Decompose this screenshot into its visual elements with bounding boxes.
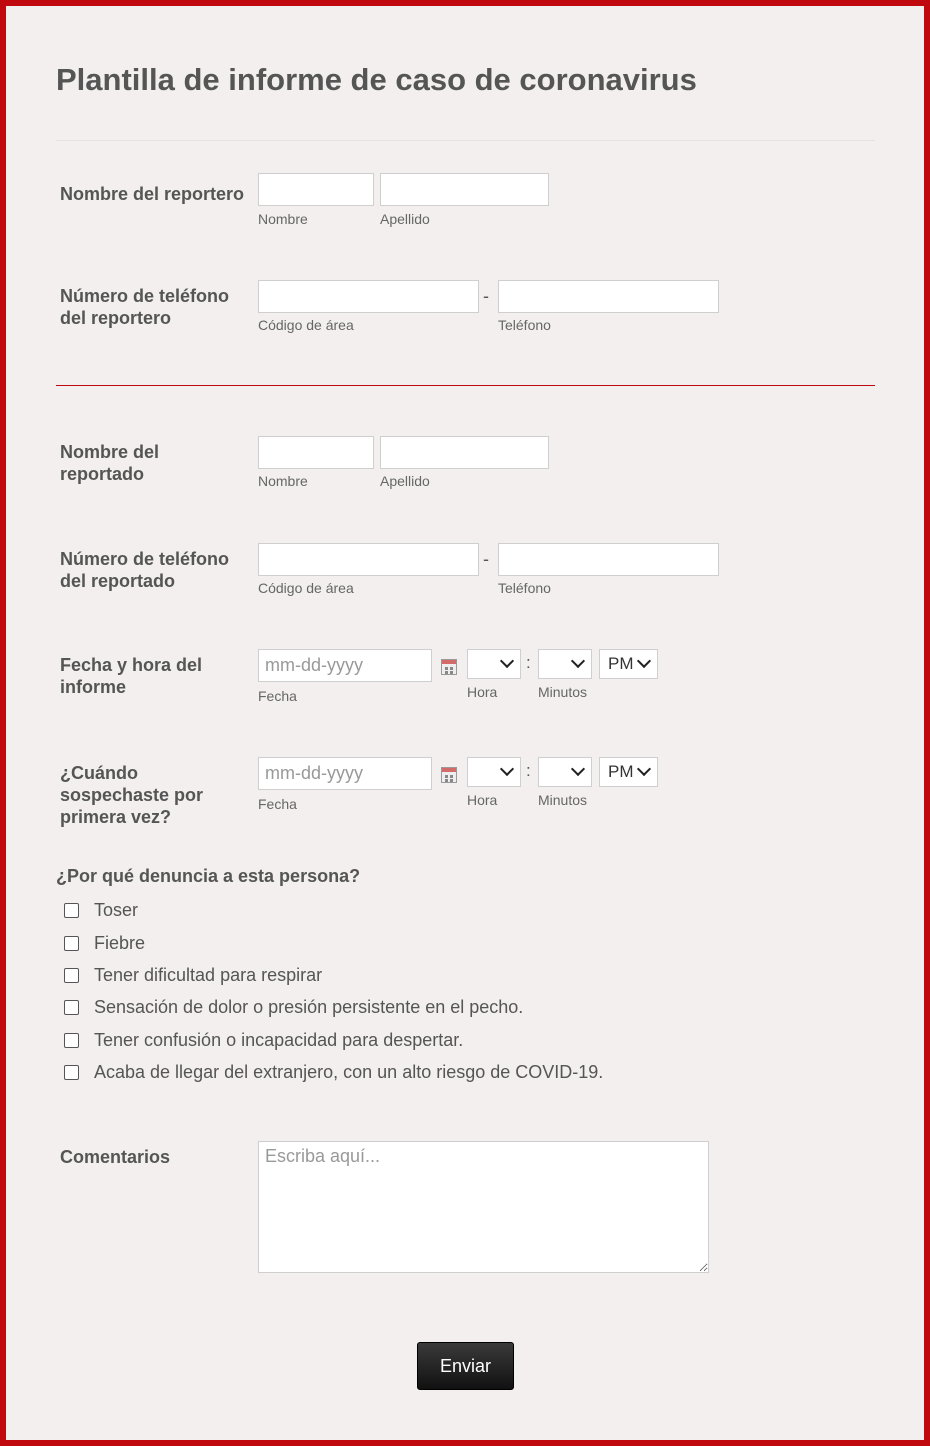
reporter-phone-sublabel: Teléfono: [498, 317, 551, 333]
report-date-sublabel: Fecha: [258, 688, 297, 704]
reported-area-code-input[interactable]: [258, 543, 479, 576]
reported-phone-label-line1: Número de teléfono: [60, 549, 230, 569]
reporter-first-name-sublabel: Nombre: [258, 211, 308, 227]
checkbox[interactable]: [64, 1000, 79, 1015]
calendar-icon[interactable]: [441, 659, 457, 675]
reported-area-code-sublabel: Código de área: [258, 580, 354, 596]
reason-option-label: Acaba de llegar del extranjero, con un alto riesgo de COVID-19.: [94, 1061, 604, 1082]
reporter-phone-label-line1: Número de teléfono: [60, 286, 230, 306]
reported-name-label-line1: Nombre del: [60, 442, 160, 462]
reporter-phone-label: [60, 285, 229, 329]
reason-option-label: Fiebre: [94, 932, 146, 953]
suspect-date-input[interactable]: [258, 757, 432, 790]
reported-name-label: [60, 441, 159, 485]
report-minute-sublabel: Minutos: [538, 684, 588, 700]
reporter-phone-dash: -: [483, 286, 489, 306]
report-datetime-label-line2: informe: [60, 677, 127, 697]
report-datetime-label: [60, 654, 202, 698]
reported-phone-label-line2: del reportado: [60, 571, 176, 591]
suspect-hour-sublabel: Hora: [467, 792, 498, 808]
reason-option[interactable]: [64, 898, 138, 922]
chevron-down-icon: [571, 654, 585, 668]
reporter-last-name-input[interactable]: [380, 173, 549, 206]
reason-option[interactable]: [64, 1028, 463, 1052]
reported-name-label-line2: reportado: [60, 464, 145, 484]
chevron-down-icon: [500, 654, 514, 668]
chevron-down-icon: [571, 762, 585, 776]
reporter-phone-input[interactable]: [498, 280, 719, 313]
suspect-minute-sublabel: Minutos: [538, 792, 588, 808]
reasons-question: ¿Por qué denuncia a esta persona?: [56, 866, 361, 886]
title-divider: [56, 140, 875, 141]
reported-phone-sublabel: Teléfono: [498, 580, 551, 596]
suspect-date-sublabel: Fecha: [258, 796, 297, 812]
checkbox[interactable]: [64, 903, 79, 918]
report-ampm-value: PM: [608, 654, 634, 673]
report-date-input[interactable]: [258, 649, 432, 682]
checkbox[interactable]: [64, 1065, 79, 1080]
reporter-phone-label-line2: del reportero: [60, 308, 172, 328]
reporter-first-name-input[interactable]: [258, 173, 374, 206]
suspect-datetime-label: [60, 762, 203, 828]
reason-option[interactable]: [64, 931, 145, 955]
suspect-ampm-select[interactable]: [599, 757, 658, 787]
reported-phone-input[interactable]: [498, 543, 719, 576]
suspect-datetime-label-line1: ¿Cuándo: [60, 763, 138, 783]
section-divider: [56, 385, 875, 386]
reported-first-name-sublabel: Nombre: [258, 473, 308, 489]
reason-option[interactable]: [64, 995, 523, 1019]
reason-option-label: Toser: [94, 899, 139, 920]
submit-button[interactable]: Enviar: [417, 1342, 514, 1390]
checkbox[interactable]: [64, 1033, 79, 1048]
suspect-datetime-label-line3: primera vez?: [60, 807, 172, 827]
chevron-down-icon: [637, 762, 651, 776]
calendar-icon[interactable]: [441, 767, 457, 783]
report-ampm-select[interactable]: [599, 649, 658, 679]
suspect-time-colon: :: [526, 761, 531, 780]
report-minute-select[interactable]: [538, 649, 592, 679]
checkbox[interactable]: [64, 936, 79, 951]
chevron-down-icon: [500, 762, 514, 776]
reason-option[interactable]: [64, 1060, 603, 1084]
comments-textarea[interactable]: [258, 1141, 709, 1273]
suspect-minute-select[interactable]: [538, 757, 592, 787]
reason-option-label: Tener dificultad para respirar: [94, 964, 323, 985]
reporter-last-name-sublabel: Apellido: [380, 211, 430, 227]
report-hour-sublabel: Hora: [467, 684, 498, 700]
reporter-area-code-input[interactable]: [258, 280, 479, 313]
page-title: Plantilla de informe de caso de coronavirus: [56, 62, 697, 97]
reported-phone-dash: -: [483, 549, 489, 569]
reported-first-name-input[interactable]: [258, 436, 374, 469]
reason-option-label: Tener confusión o incapacidad para despertar.: [94, 1029, 464, 1050]
reporter-name-label: Nombre del reportero: [60, 184, 245, 204]
comments-label: Comentarios: [60, 1147, 171, 1167]
suspect-datetime-label-line2: sospechaste por: [60, 785, 204, 805]
reported-last-name-sublabel: Apellido: [380, 473, 430, 489]
reported-last-name-input[interactable]: [380, 436, 549, 469]
reason-option-label: Sensación de dolor o presión persistente en el pecho.: [94, 996, 524, 1017]
checkbox[interactable]: [64, 968, 79, 983]
reporter-area-code-sublabel: Código de área: [258, 317, 354, 333]
reported-phone-label: [60, 548, 229, 592]
report-hour-select[interactable]: [467, 649, 521, 679]
chevron-down-icon: [637, 654, 651, 668]
report-datetime-label-line1: Fecha y hora del: [60, 655, 203, 675]
suspect-ampm-value: PM: [608, 762, 634, 781]
report-time-colon: :: [526, 653, 531, 672]
suspect-hour-select[interactable]: [467, 757, 521, 787]
reason-option[interactable]: [64, 963, 322, 987]
